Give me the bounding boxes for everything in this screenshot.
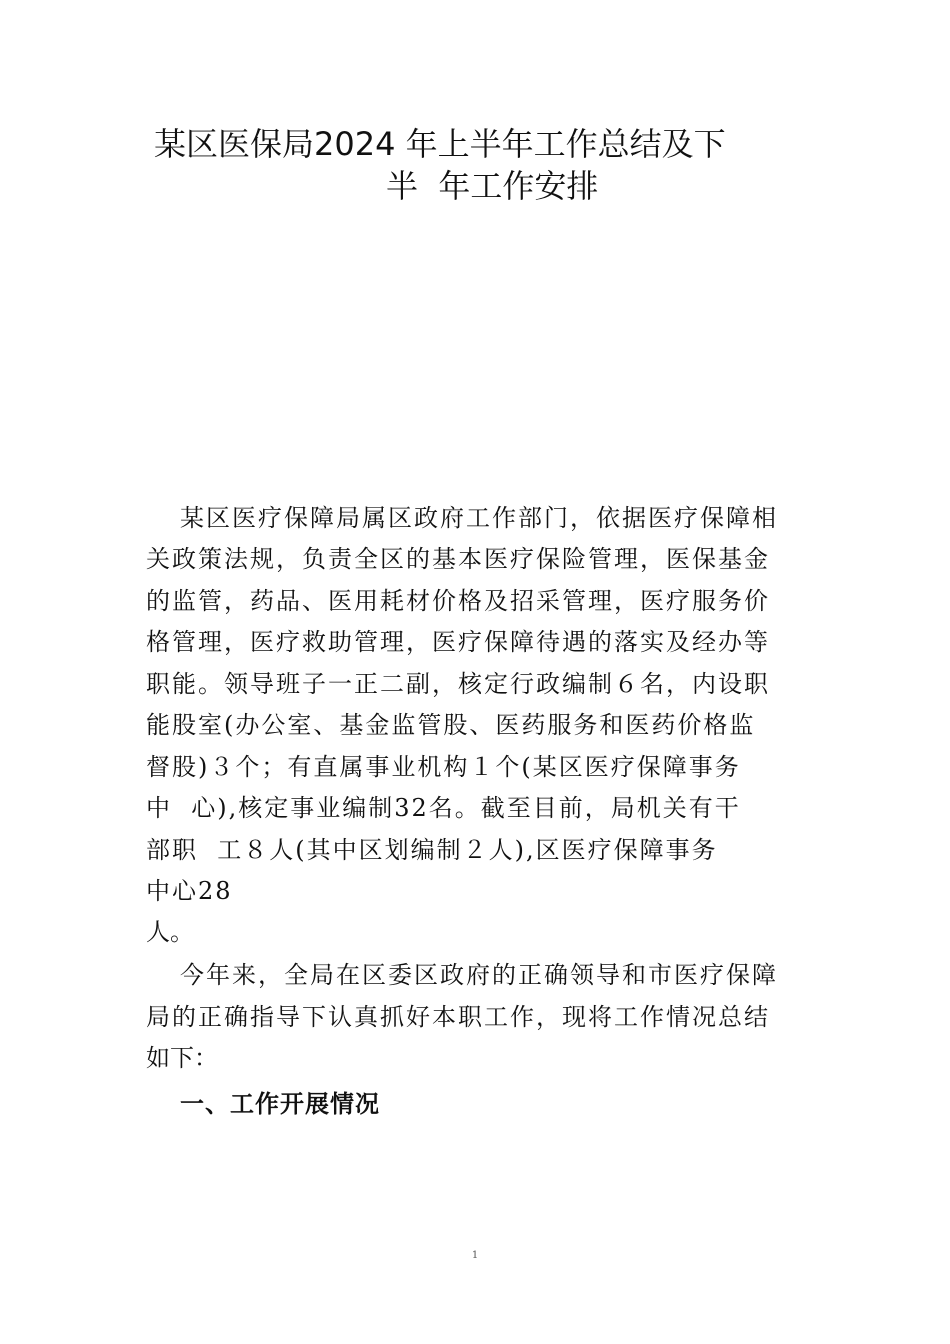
page-number: 1 — [471, 1250, 479, 1261]
paragraph-1-line-4: 格管理，医疗救助管理，医疗保障待遇的落实及经办等 — [146, 628, 770, 656]
paragraph-1-line-8: 中 心),核定事业编制32名。截至目前，局机关有干 — [146, 794, 741, 822]
paragraph-1-line-7: 督股)３个；有直属事业机构１个(某区医疗保障事务 — [146, 753, 741, 781]
document-title-line-1: 某区医保局2024 年上半年工作总结及下 — [154, 125, 726, 163]
paragraph-1-line-1: 某区医疗保障局属区政府工作部门，依据医疗保障相 — [180, 504, 778, 532]
paragraph-2-line-2: 局的正确指导下认真抓好本职工作，现将工作情况总结 — [146, 1003, 770, 1031]
paragraph-2-line-3: 如下： — [146, 1044, 218, 1072]
paragraph-1-line-6: 能股室(办公室、基金监管股、医药服务和医药价格监 — [146, 711, 756, 739]
paragraph-1-line-5: 职能。领导班子一正二副，核定行政编制６名，内设职 — [146, 670, 770, 698]
paragraph-1-line-2: 关政策法规，负责全区的基本医疗保险管理，医保基金 — [146, 545, 770, 573]
paragraph-2-line-1: 今年来，全局在区委区政府的正确领导和市医疗保障 — [180, 961, 778, 989]
section-heading: 一、工作开展情况 — [180, 1090, 380, 1118]
paragraph-1-line-11: 人。 — [146, 918, 194, 946]
document-title-line-2: 半 年工作安排 — [386, 167, 599, 205]
paragraph-1-line-9: 部职 工８人(其中区划编制２人),区医疗保障事务 — [146, 836, 718, 864]
paragraph-1-line-3: 的监管，药品、医用耗材价格及招采管理，医疗服务价 — [146, 587, 770, 615]
paragraph-1-line-10: 中心28 — [146, 877, 233, 905]
